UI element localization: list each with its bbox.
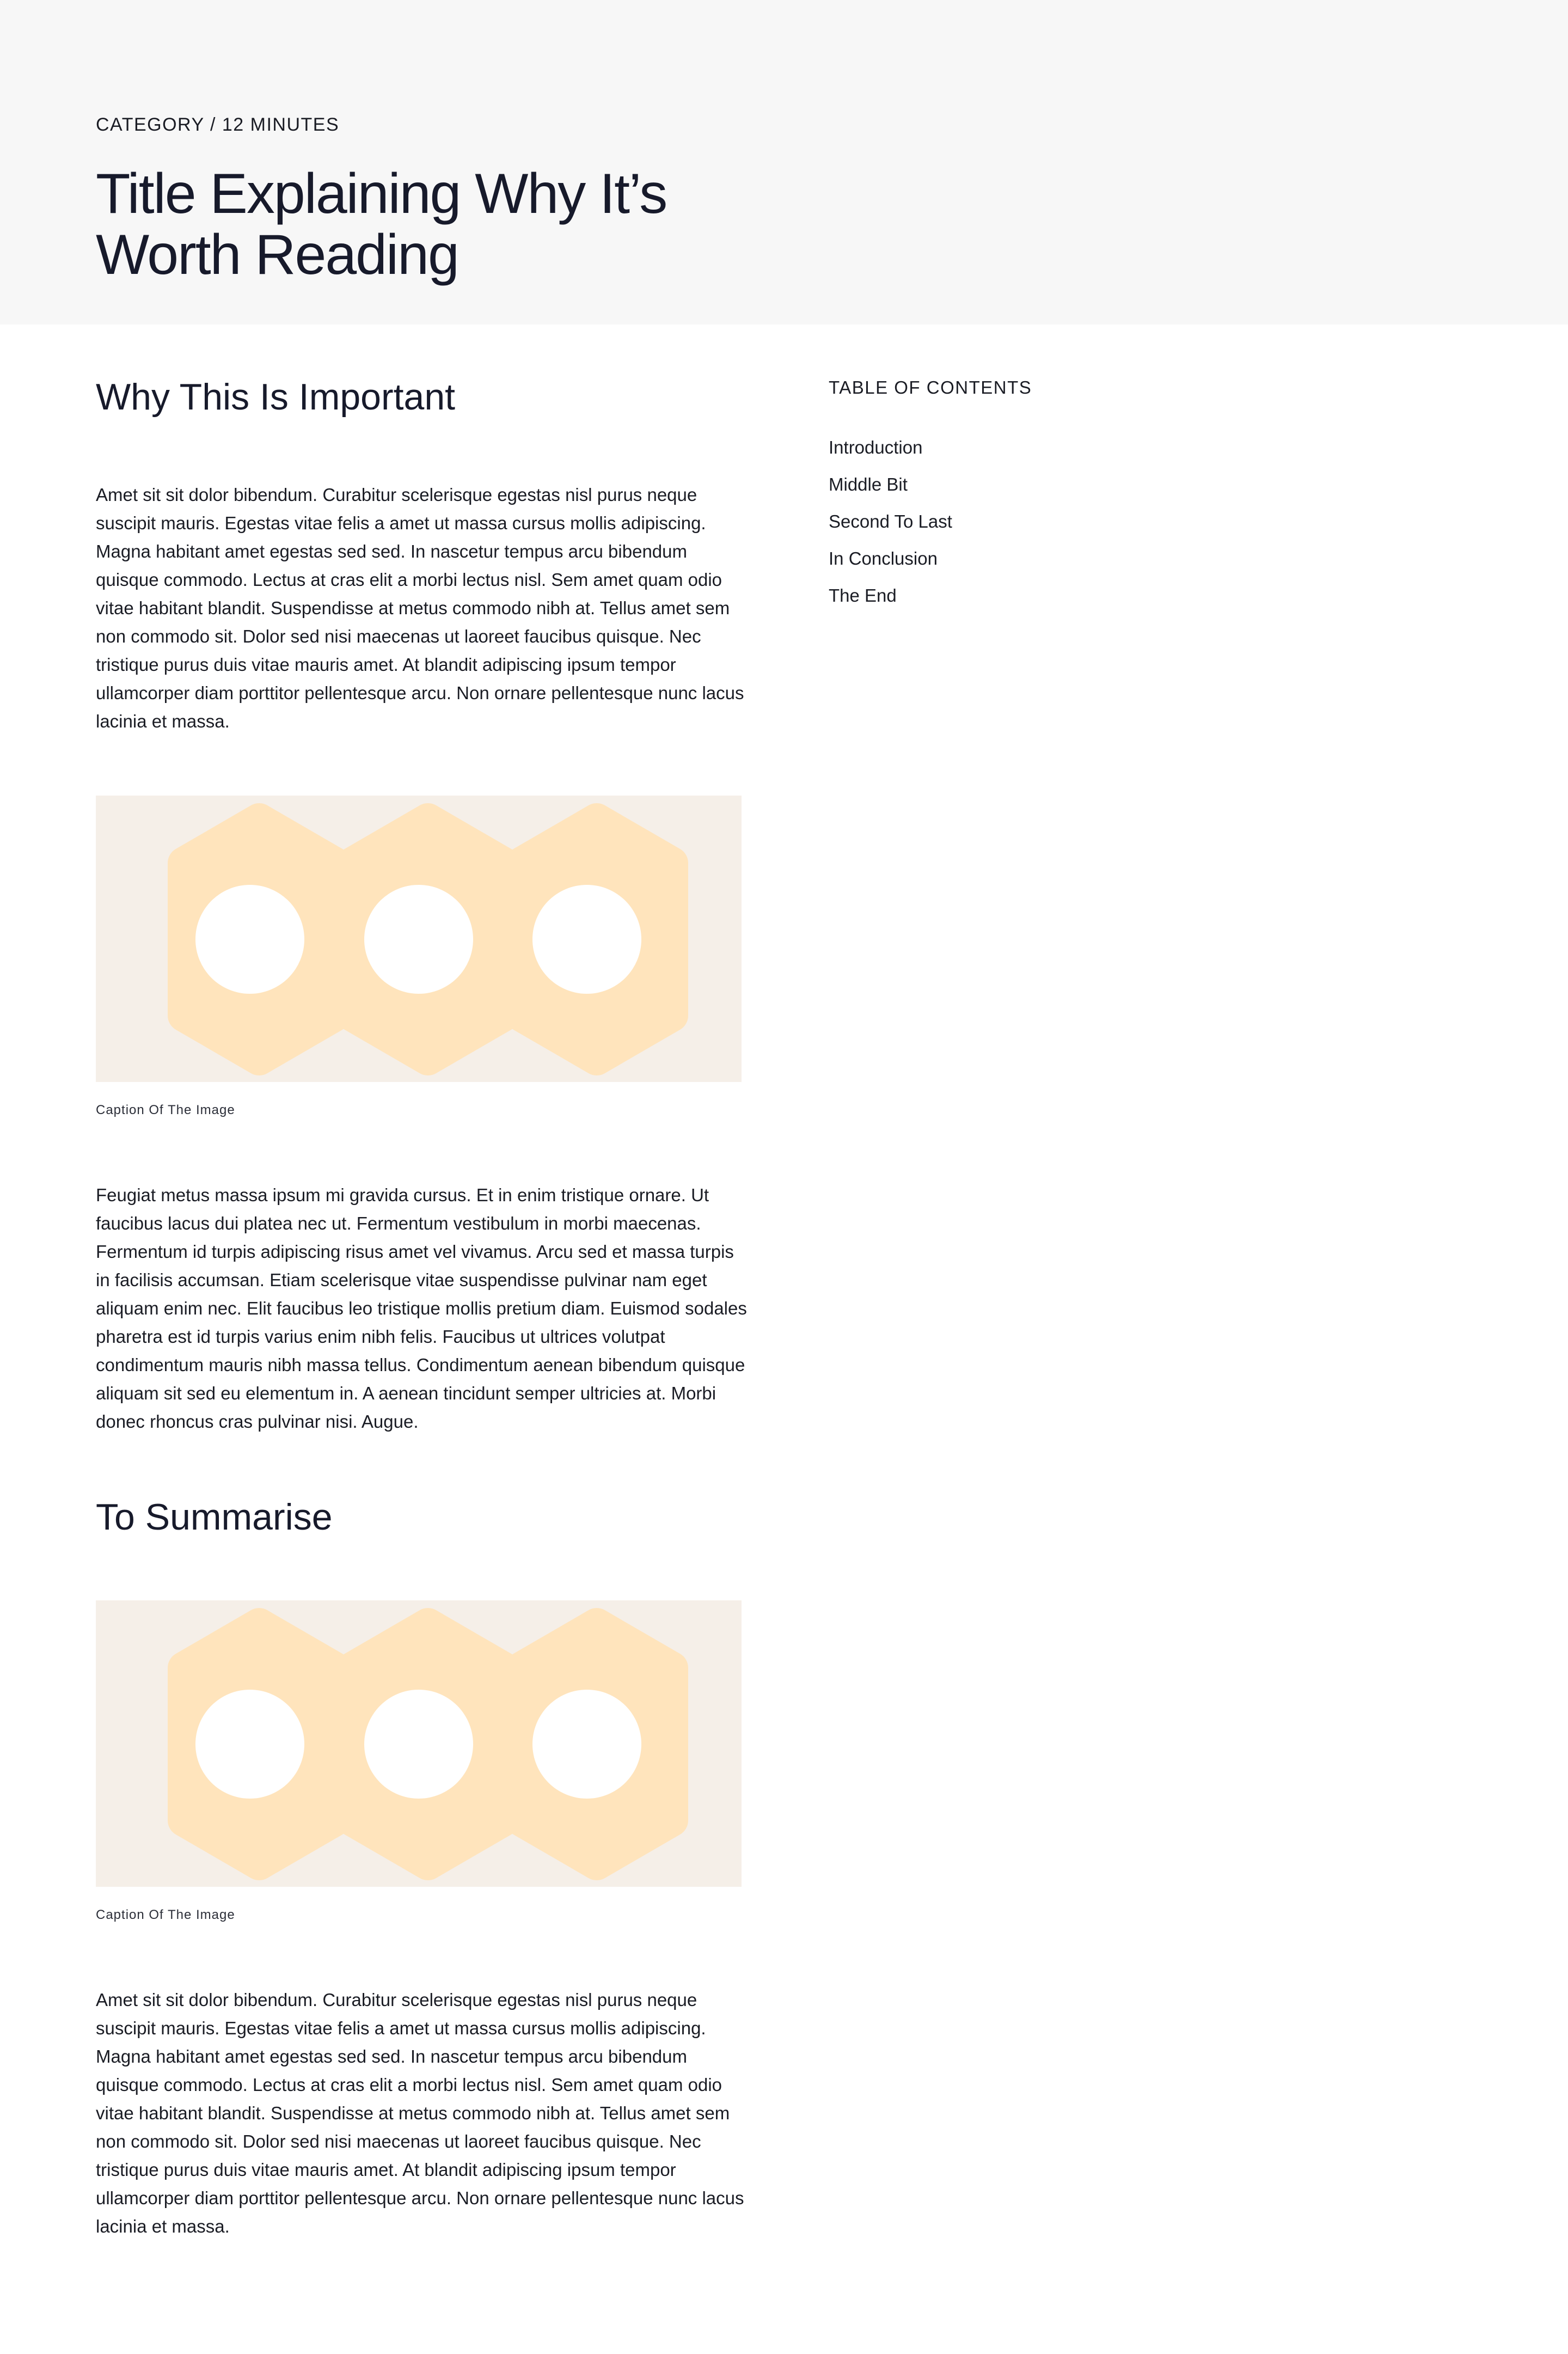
section-heading-why-important: Why This Is Important: [96, 376, 456, 418]
category-reading-time: CATEGORY / 12 MINUTES: [96, 114, 340, 135]
toc-link-middle-bit[interactable]: Middle Bit: [829, 474, 908, 494]
paragraph-intro: Amet sit sit dolor bibendum. Curabitur scelerisque egestas nisl purus neque suscipit mauris. Egestas vitae felis a amet ut massa cursus mollis adipiscing. Magna habitant amet egestas sed sed. In nascetur tempus arcu bibendum quisque commodo. Lectus at cras elit a morbi lectus nisl. Sem amet quam odio vitae habitant blandit. Suspendisse at metus commodo nibh at. Tellus amet sem non commodo sit. Dolor sed nisi maecenas ut laoreet faucibus quisque. Nec tristique purus duis vitae mauris amet. At blandit adipiscing ipsum tempor ullamcorper diam porttitor pellentesque arcu. Non ornare pellentesque nunc lacus lacinia et massa.: [96, 485, 744, 731]
toc-link-in-conclusion[interactable]: In Conclusion: [829, 548, 938, 568]
section-heading-summarise: To Summarise: [96, 1496, 333, 1538]
paragraph-middle: Feugiat metus massa ipsum mi gravida cursus. Et in enim tristique ornare. Ut faucibus lacus dui platea nec ut. Fermentum vestibulum in morbi maecenas. Fermentum id turpis adipiscing risus amet vel vivamus. Arcu sed et massa turpis in facilisis accumsan. Etiam scelerisque vitae suspendisse pulvinar nam eget aliquam enim nec. Elit faucibus leo tristique mollis pretium diam. Euismod sodales pharetra est id turpis varius enim nibh felis. Faucibus ut ultrices volutpat condimentum mauris nibh massa tellus. Condimentum aenean bibendum quisque aliquam sit sed eu elementum in. A aenean tincidunt semper ultricies at. Morbi donec rhoncus cras pulvinar nisi. Augue.: [96, 1185, 747, 1432]
toc-link-second-to-last[interactable]: Second To Last: [829, 511, 952, 531]
page-title: Title Explaining Why It’s Worth Reading: [96, 162, 667, 286]
toc-title: TABLE OF CONTENTS: [829, 377, 1032, 398]
article-image-1: [96, 796, 742, 1082]
toc-link-the-end[interactable]: The End: [829, 585, 897, 606]
toc-list: [829, 429, 952, 614]
article-hero: [0, 0, 1568, 325]
hexagon-rings-illustration-icon: [96, 1600, 742, 1887]
hexagon-rings-illustration-icon: [96, 796, 742, 1082]
paragraph-conclusion: Amet sit sit dolor bibendum. Curabitur scelerisque egestas nisl purus neque suscipit mauris. Egestas vitae felis a amet ut massa cursus mollis adipiscing. Magna habitant amet egestas sed sed. In nascetur tempus arcu bibendum quisque commodo. Lectus at cras elit a morbi lectus nisl. Sem amet quam odio vitae habitant blandit. Suspendisse at metus commodo nibh at. Tellus amet sem non commodo sit. Dolor sed nisi maecenas ut laoreet faucibus quisque. Nec tristique purus duis vitae mauris amet. At blandit adipiscing ipsum tempor ullamcorper diam porttitor pellentesque arcu. Non ornare pellentesque nunc lacus lacinia et massa.: [96, 1990, 744, 2236]
image-caption-2: Caption Of The Image: [96, 1907, 235, 1922]
article-image-2: [96, 1600, 742, 1887]
toc-link-introduction[interactable]: Introduction: [829, 437, 923, 457]
image-caption-1: Caption Of The Image: [96, 1103, 235, 1117]
